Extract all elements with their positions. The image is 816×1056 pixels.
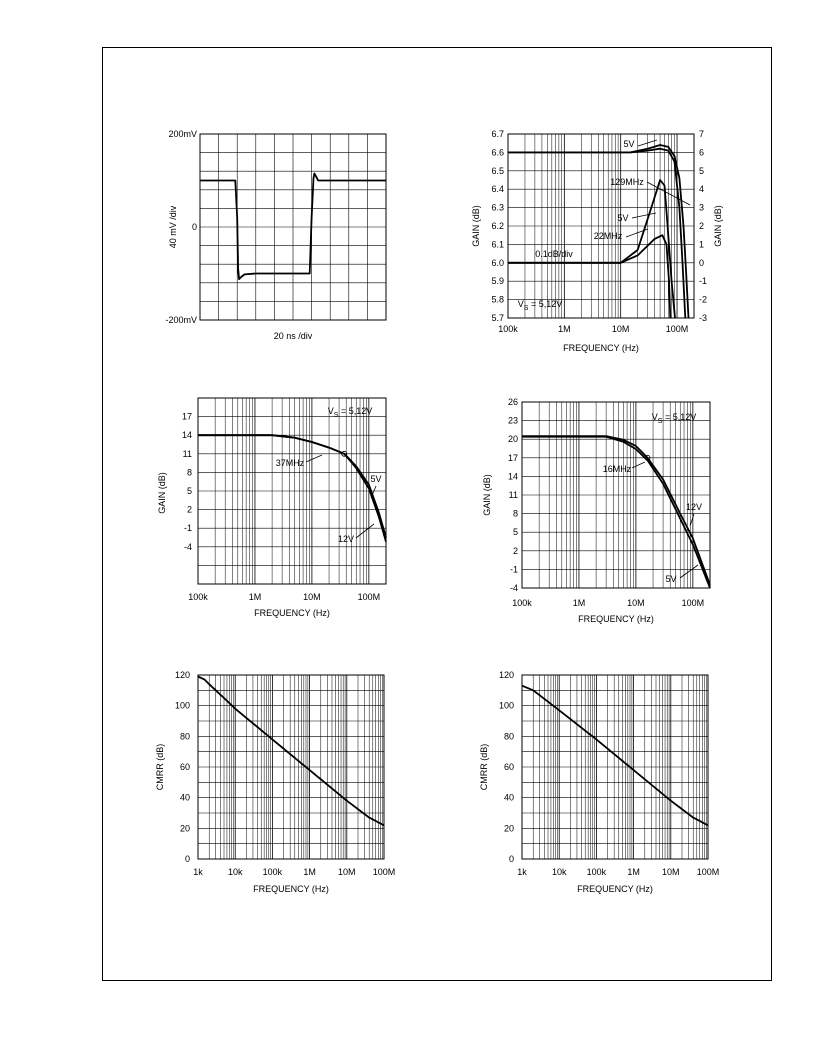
x-tick-label: 1M — [303, 867, 316, 877]
y-tick-label: 0 — [191, 222, 197, 232]
y-tick-label: -4 — [183, 541, 192, 552]
annotation-leader — [632, 213, 656, 218]
y-tick-label: 60 — [179, 762, 190, 772]
gain-flatness-chart — [471, 129, 723, 353]
y2-tick-label: 2 — [699, 221, 705, 231]
y-axis-label: GAIN (dB) — [471, 205, 481, 247]
x-axis-label: FREQUENCY (Hz) — [577, 884, 653, 894]
x-axis-label: FREQUENCY (Hz) — [563, 343, 639, 353]
y-tick-label: 0 — [184, 854, 190, 864]
y-tick-label: 100 — [174, 700, 190, 711]
annotation-label: 12V — [337, 534, 355, 544]
y-tick-label: 40 — [179, 792, 190, 803]
y-tick-label: 20 — [507, 434, 518, 445]
annotation-label: $V_S = 5,12V$ — [327, 406, 373, 419]
x-tick-label: 10M — [338, 867, 356, 877]
x-tick-label: 100k — [262, 867, 283, 877]
y-tick-label: 20 — [503, 823, 514, 834]
x-tick-label: 100k — [498, 324, 518, 334]
y-tick-label: 40 — [503, 792, 514, 803]
y-tick-label: -4 — [509, 583, 518, 593]
y-tick-label: 11 — [182, 448, 192, 459]
annotation-label: $V_S = 5,12V$ — [651, 412, 697, 425]
annotation-label: 129MHz — [610, 177, 644, 187]
cmrr-chart-b — [479, 670, 719, 894]
x-tick-label: 10k — [227, 867, 243, 877]
y-tick-label: 17 — [507, 452, 518, 463]
annotation-leader — [626, 229, 648, 237]
y-tick-label: -200mV — [165, 315, 197, 325]
x-tick-label: 1M — [558, 324, 571, 334]
y2-tick-label: 0 — [699, 257, 705, 268]
y-tick-label: 80 — [179, 731, 190, 742]
cmrr-chart-a — [155, 670, 395, 894]
y-tick-label: 8 — [512, 508, 518, 519]
y-tick-label: 5.9 — [491, 276, 504, 287]
x-tick-label: 1k — [193, 867, 203, 877]
x-tick-label: 100M — [357, 592, 381, 602]
y-tick-label: 2 — [512, 545, 518, 556]
y2-tick-label: 7 — [699, 129, 705, 139]
y-tick-label: -1 — [509, 564, 518, 575]
annotation-leader — [690, 514, 694, 526]
x-tick-label: 100k — [188, 592, 208, 602]
y-tick-label: 26 — [507, 397, 518, 407]
x-tick-label: 10k — [551, 867, 567, 877]
x-tick-label: 1k — [517, 867, 527, 877]
x-tick-label: 10M — [627, 598, 645, 608]
annotation-leader — [680, 565, 698, 578]
y-tick-label: 6.7 — [491, 129, 504, 139]
gain-chart-a — [157, 398, 386, 618]
y-tick-label: 14 — [507, 471, 518, 482]
y-tick-label: 120 — [498, 670, 514, 680]
series-line-2 — [522, 437, 710, 588]
y2-tick-label: -2 — [699, 294, 708, 305]
annotation-label: 5V — [370, 474, 382, 484]
x-axis-label: FREQUENCY (Hz) — [578, 614, 654, 624]
y-tick-label: 5.7 — [491, 313, 504, 323]
series-line-1 — [198, 435, 386, 537]
x-tick-label: 100M — [372, 867, 396, 877]
y2-tick-label: 3 — [699, 202, 705, 213]
y2-tick-label: 6 — [699, 147, 705, 158]
x-tick-label: 1M — [572, 598, 586, 608]
y-tick-label: 100 — [498, 700, 514, 711]
y-tick-label: 6.3 — [491, 202, 504, 213]
y-tick-label: 6.2 — [491, 221, 504, 231]
annotation-label: 22MHz — [593, 231, 623, 241]
y-axis-label: CMRR (dB) — [155, 743, 165, 791]
series-line — [198, 677, 384, 826]
x-tick-label: 10M — [662, 867, 680, 877]
x-tick-label: 100M — [696, 867, 720, 877]
y-tick-label: 6.1 — [491, 239, 504, 250]
y-tick-label: 5 — [512, 527, 518, 538]
y-tick-label: 60 — [503, 762, 514, 772]
y2-axis-label: GAIN (dB) — [713, 205, 723, 247]
y-axis-label: GAIN (dB) — [157, 472, 167, 514]
y-tick-label: 23 — [507, 415, 518, 426]
x-tick-label: 100k — [586, 867, 607, 877]
x-tick-label: 100M — [681, 598, 705, 608]
y-tick-label: 2 — [186, 504, 192, 515]
x-tick-label: 1M — [627, 867, 640, 877]
x-tick-label: 10M — [611, 324, 630, 334]
y-axis-label: 40 mV /div — [168, 205, 178, 249]
annotation-leader — [356, 524, 374, 538]
gain-chart-b — [482, 397, 710, 624]
y-tick-label: -1 — [183, 523, 192, 534]
pulse-response-chart — [165, 129, 386, 341]
x-tick-label: 10M — [303, 592, 321, 602]
y-tick-label: 120 — [174, 670, 190, 680]
annotation-leader — [632, 462, 645, 468]
x-tick-label: 1M — [248, 592, 262, 602]
y-axis-label: CMRR (dB) — [479, 743, 489, 791]
series-line-2 — [508, 180, 675, 318]
y2-tick-label: 5 — [699, 165, 705, 176]
y2-tick-label: -3 — [699, 313, 708, 323]
y-tick-label: 5.8 — [491, 294, 504, 305]
y-tick-label: 17 — [181, 411, 192, 422]
y-tick-label: 20 — [179, 823, 190, 834]
y2-tick-label: -1 — [699, 276, 708, 287]
y-tick-label: 8 — [186, 467, 192, 478]
annotation-label: 5V — [665, 574, 677, 584]
y-tick-label: 6.5 — [491, 165, 504, 176]
y-tick-label: 14 — [181, 430, 192, 441]
y-tick-label: 6.0 — [491, 257, 504, 268]
y-tick-label: 0 — [508, 854, 514, 864]
x-tick-label: 100k — [512, 598, 532, 608]
y2-tick-label: 4 — [699, 184, 705, 195]
x-axis-label: FREQUENCY (Hz) — [253, 884, 329, 894]
annotation-label: $V_S = 5,12V$ — [517, 299, 563, 312]
x-axis-label: 20 ns /div — [273, 331, 313, 341]
series-line-1 — [522, 436, 710, 585]
series-line-2 — [198, 435, 386, 542]
annotation-label: 12V — [685, 502, 703, 512]
y2-tick-label: 1 — [699, 239, 705, 250]
annotation-label: 0.1dB/div — [535, 249, 573, 259]
annotation-label: 5V — [617, 213, 629, 223]
y-tick-label: 80 — [503, 731, 514, 742]
annotation-label: 16MHz — [602, 464, 632, 474]
y-tick-label: 11 — [508, 490, 518, 500]
x-tick-label: 100M — [665, 324, 689, 334]
y-tick-label: 6.4 — [491, 184, 504, 195]
series-line — [522, 686, 708, 826]
y-tick-label: 6.6 — [491, 147, 504, 158]
annotation-leader — [306, 455, 322, 462]
y-axis-label: GAIN (dB) — [482, 474, 492, 516]
annotation-label: 5V — [623, 139, 635, 149]
y-tick-label: 5 — [186, 486, 192, 496]
y-tick-label: 200mV — [168, 129, 197, 139]
x-axis-label: FREQUENCY (Hz) — [254, 608, 330, 618]
annotation-label: 37MHz — [275, 458, 305, 468]
